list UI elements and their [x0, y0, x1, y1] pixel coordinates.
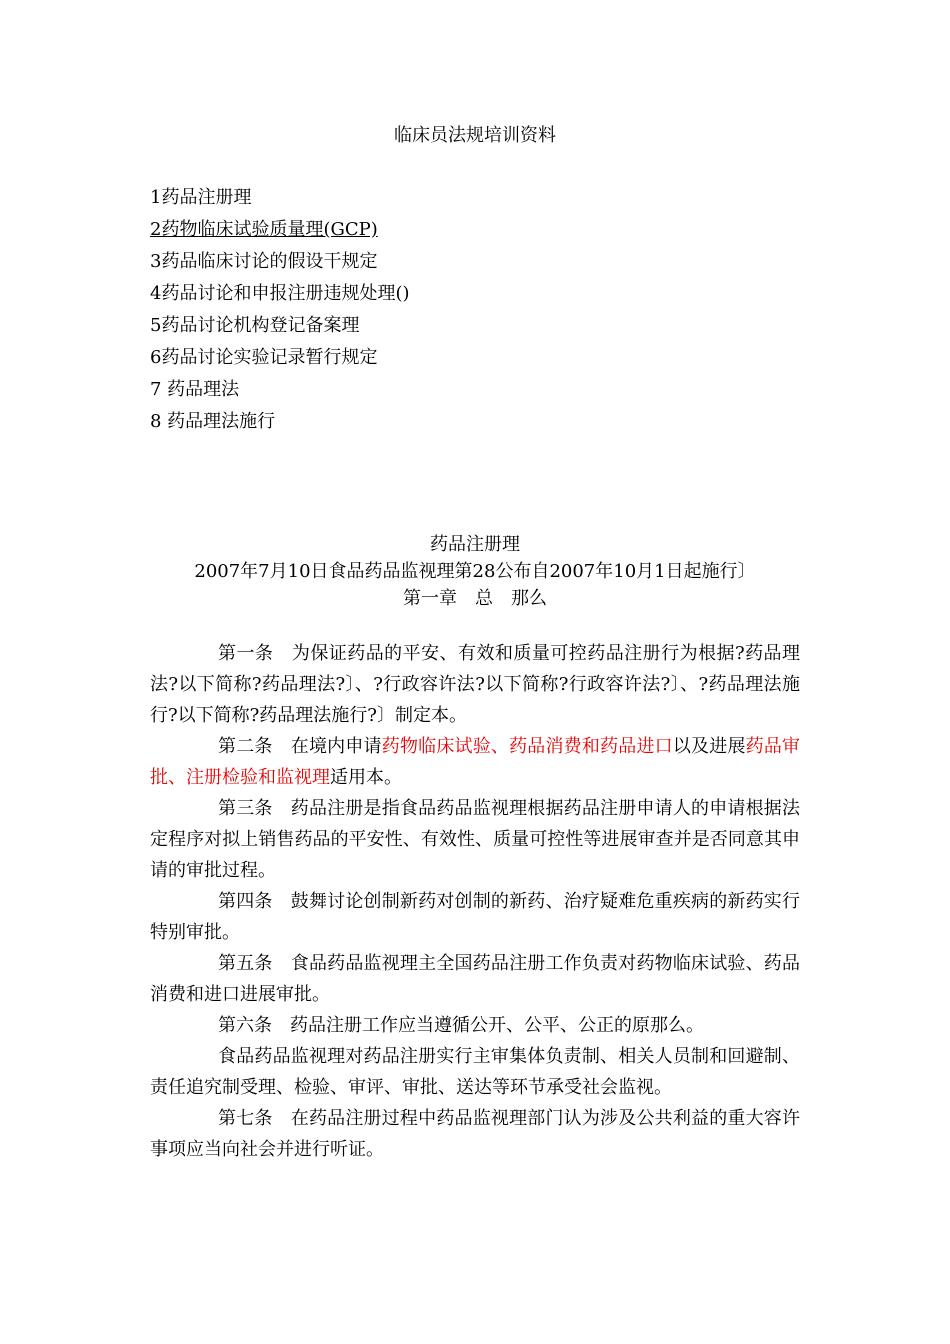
toc-num: 5 — [150, 315, 162, 336]
toc-text: 药品讨论机构登记备案理 — [161, 315, 360, 336]
article-3: 第三条 药品注册是指食品药品监视理根据药品注册申请人的申请根据法定程序对拟上销售药品的平安性、有效性、质量可控性等进展审查并是否同意其申请的审批过程。 — [150, 798, 800, 881]
toc-item-4 — [150, 278, 790, 310]
article-5: 第五条 食品药品监视理主全国药品注册工作负责对药物临床试验、药品消费和进口进展审批。 — [150, 953, 800, 1005]
toc-text: 药品注册理 — [161, 187, 252, 208]
toc-text: 药品讨论实验记录暂行规定 — [161, 347, 378, 368]
toc-item-1 — [150, 182, 790, 214]
toc-num: 8 — [150, 411, 162, 432]
toc-num: 6 — [150, 347, 162, 368]
toc-link-text[interactable]: 药物临床试验质量理(GCP) — [161, 219, 378, 240]
toc-text: 药品临床讨论的假设干规定 — [161, 251, 378, 272]
article-2-highlight: 药物临床试验、药品消费和药品进口 — [381, 736, 673, 757]
toc-num[interactable]: 2 — [150, 219, 162, 240]
article-4: 第四条 鼓舞讨论创制新药对创制的新药、治疗疑难危重疾病的新药实行特别审批。 — [150, 891, 800, 943]
article-2-highlight: 药品审批、注册检验和监视理 — [150, 736, 801, 788]
table-of-contents — [150, 182, 790, 438]
articles — [150, 638, 800, 1165]
toc-item-6 — [150, 342, 790, 374]
section-subtitle: 2007年7月10日食品药品监视理第28公布自2007年10月1日起施行〕 — [194, 561, 756, 582]
article-2-text: 第二条 在境内申请 — [218, 736, 382, 757]
toc-num: 4 — [150, 283, 162, 304]
document-title: 临床员法规培训资料 — [394, 125, 556, 146]
toc-item-2[interactable] — [150, 214, 790, 246]
article-1: 第一条 为保证药品的平安、有效和质量可控药品注册行为根据?药品理法?以下简称?药品理法?〕、?行政容许法?以下简称?行政容许法?〕、?药品理法施行?以下简称?药品理法施行?〕制定本。 — [150, 643, 800, 726]
toc-text: 药品讨论和申报注册违规处理() — [161, 283, 410, 304]
chapter-heading: 第一章 总 那么 — [403, 588, 547, 609]
toc-item-3 — [150, 246, 790, 278]
toc-num: 1 — [150, 187, 162, 208]
article-2-text: 适用本。 — [330, 767, 402, 788]
toc-item-7 — [150, 374, 790, 406]
toc-text: 药品理法施行 — [161, 411, 276, 432]
section-title: 药品注册理 — [430, 534, 520, 555]
toc-item-8 — [150, 406, 790, 438]
toc-num: 7 — [150, 379, 162, 400]
article-2-text: 以及进展 — [672, 736, 746, 757]
article-7: 第七条 在药品注册过程中药品监视理部门认为涉及公共利益的重大容许事项应当向社会并进行听证。 — [150, 1108, 800, 1160]
article-6-paragraph-2: 食品药品监视理对药品注册实行主审集体负责制、相关人员制和回避制、责任追究制受理、检验、审评、审批、送达等环节承受社会监视。 — [150, 1046, 800, 1098]
toc-num: 3 — [150, 251, 162, 272]
toc-text: 药品理法 — [161, 379, 240, 400]
regulation-section — [150, 531, 800, 1165]
article-2 — [150, 731, 800, 793]
toc-item-5 — [150, 310, 790, 342]
article-6: 第六条 药品注册工作应当遵循公开、公平、公正的原那么。 — [218, 1015, 704, 1036]
